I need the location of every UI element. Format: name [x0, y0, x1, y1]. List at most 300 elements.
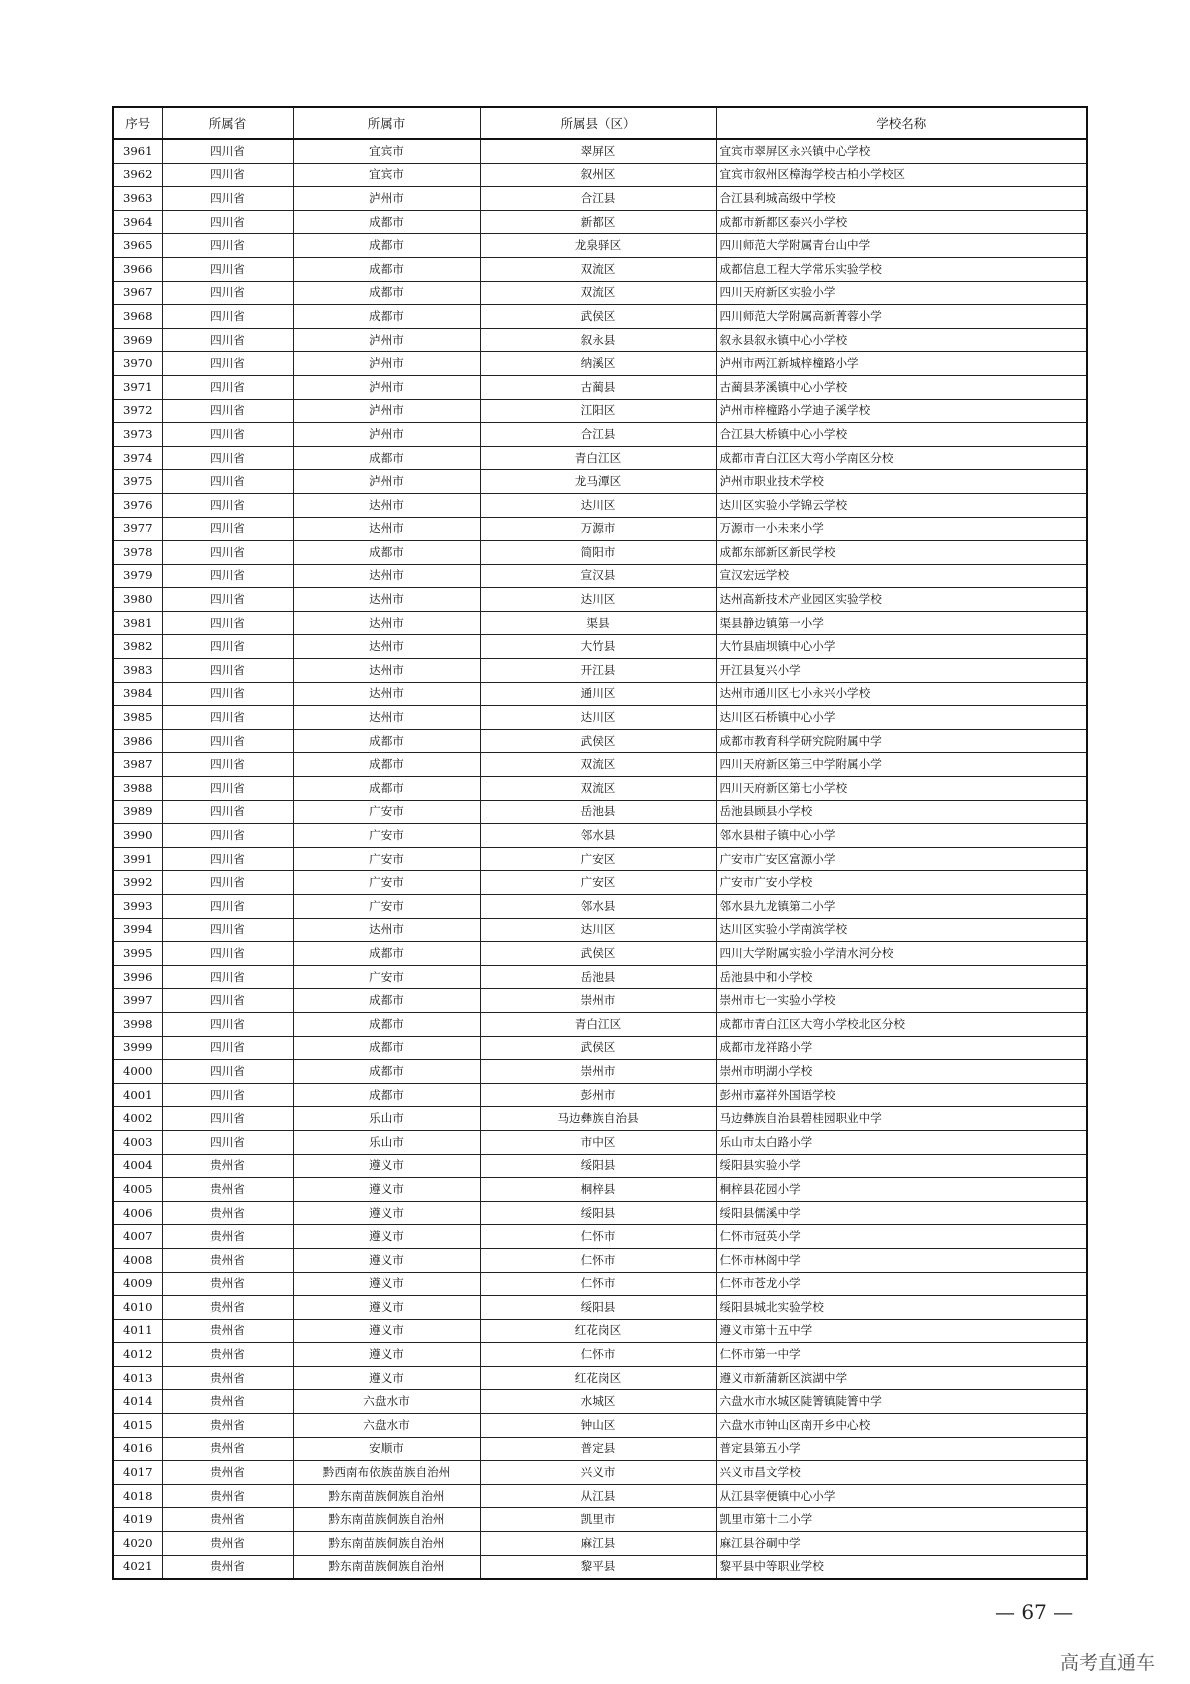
cell-province: 四川省 [162, 423, 293, 447]
cell-city: 遵义市 [293, 1225, 480, 1249]
cell-county: 通川区 [480, 682, 716, 706]
cell-city: 泸州市 [293, 375, 480, 399]
cell-county: 开江县 [480, 659, 716, 683]
cell-city: 达州市 [293, 635, 480, 659]
cell-index: 3999 [113, 1036, 162, 1060]
cell-index: 4012 [113, 1343, 162, 1367]
cell-index: 4001 [113, 1083, 162, 1107]
table-row [113, 1272, 1087, 1296]
cell-province: 四川省 [162, 139, 293, 163]
cell-county: 仁怀市 [480, 1272, 716, 1296]
cell-province: 贵州省 [162, 1555, 293, 1579]
cell-county: 古蔺县 [480, 375, 716, 399]
cell-province: 贵州省 [162, 1414, 293, 1438]
cell-school-name: 广安市广安区富源小学 [716, 847, 1087, 871]
table-row [113, 423, 1087, 447]
table-row [113, 611, 1087, 635]
cell-county: 纳溪区 [480, 352, 716, 376]
table-row [113, 1484, 1087, 1508]
cell-province: 贵州省 [162, 1508, 293, 1532]
cell-index: 4008 [113, 1248, 162, 1272]
cell-city: 泸州市 [293, 187, 480, 211]
cell-city: 泸州市 [293, 399, 480, 423]
header-province: 所属省 [162, 107, 293, 139]
cell-city: 达州市 [293, 682, 480, 706]
cell-province: 四川省 [162, 1107, 293, 1131]
cell-school-name: 四川天府新区第七小学校 [716, 777, 1087, 801]
cell-province: 四川省 [162, 1012, 293, 1036]
cell-county: 崇州市 [480, 989, 716, 1013]
cell-school-name: 马边彝族自治县碧桂园职业中学 [716, 1107, 1087, 1131]
cell-index: 3969 [113, 328, 162, 352]
cell-city: 广安市 [293, 871, 480, 895]
cell-school-name: 崇州市七一实验小学校 [716, 989, 1087, 1013]
cell-index: 3995 [113, 942, 162, 966]
cell-school-name: 成都市教育科学研究院附属中学 [716, 729, 1087, 753]
table-row [113, 682, 1087, 706]
cell-school-name: 泸州市两江新城梓橦路小学 [716, 352, 1087, 376]
cell-county: 水城区 [480, 1390, 716, 1414]
cell-province: 贵州省 [162, 1296, 293, 1320]
cell-school-name: 达川区实验小学锦云学校 [716, 493, 1087, 517]
cell-school-name: 成都市青白江区大弯小学校北区分校 [716, 1012, 1087, 1036]
cell-province: 四川省 [162, 281, 293, 305]
cell-province: 四川省 [162, 942, 293, 966]
cell-school-name: 绥阳县实验小学 [716, 1154, 1087, 1178]
cell-city: 黔东南苗族侗族自治州 [293, 1484, 480, 1508]
table-row [113, 541, 1087, 565]
cell-index: 3982 [113, 635, 162, 659]
cell-school-name: 四川天府新区第三中学附属小学 [716, 753, 1087, 777]
cell-school-name: 岳池县顾县小学校 [716, 800, 1087, 824]
cell-index: 4002 [113, 1107, 162, 1131]
cell-index: 3972 [113, 399, 162, 423]
cell-province: 贵州省 [162, 1461, 293, 1485]
cell-index: 3980 [113, 588, 162, 612]
cell-index: 4014 [113, 1390, 162, 1414]
cell-school-name: 宜宾市叙州区樟海学校古柏小学校区 [716, 163, 1087, 187]
table-row [113, 1154, 1087, 1178]
cell-city: 遵义市 [293, 1178, 480, 1202]
cell-county: 叙州区 [480, 163, 716, 187]
table-row [113, 352, 1087, 376]
cell-school-name: 达州市通川区七小永兴小学校 [716, 682, 1087, 706]
cell-school-name: 彭州市嘉祥外国语学校 [716, 1083, 1087, 1107]
cell-index: 4021 [113, 1555, 162, 1579]
cell-province: 四川省 [162, 824, 293, 848]
cell-school-name: 仁怀市第一中学 [716, 1343, 1087, 1367]
cell-county: 仁怀市 [480, 1248, 716, 1272]
cell-school-name: 四川师范大学附属青台山中学 [716, 234, 1087, 258]
cell-county: 邻水县 [480, 824, 716, 848]
cell-city: 成都市 [293, 753, 480, 777]
table-row [113, 729, 1087, 753]
cell-province: 四川省 [162, 729, 293, 753]
cell-county: 达川区 [480, 493, 716, 517]
table-row [113, 918, 1087, 942]
cell-county: 邻水县 [480, 895, 716, 919]
cell-county: 渠县 [480, 611, 716, 635]
cell-province: 四川省 [162, 305, 293, 329]
table-row [113, 187, 1087, 211]
cell-province: 贵州省 [162, 1201, 293, 1225]
cell-county: 麻江县 [480, 1532, 716, 1556]
cell-index: 3964 [113, 210, 162, 234]
table-row [113, 824, 1087, 848]
school-list-table-container [112, 106, 1086, 1580]
cell-province: 四川省 [162, 1130, 293, 1154]
cell-city: 黔东南苗族侗族自治州 [293, 1555, 480, 1579]
cell-school-name: 四川大学附属实验小学清水河分校 [716, 942, 1087, 966]
cell-county: 红花岗区 [480, 1319, 716, 1343]
cell-city: 广安市 [293, 847, 480, 871]
table-row [113, 1366, 1087, 1390]
cell-city: 达州市 [293, 588, 480, 612]
table-row [113, 1414, 1087, 1438]
header-county: 所属县（区） [480, 107, 716, 139]
cell-city: 达州市 [293, 918, 480, 942]
cell-city: 广安市 [293, 800, 480, 824]
table-row [113, 328, 1087, 352]
cell-county: 武侯区 [480, 729, 716, 753]
cell-county: 翠屏区 [480, 139, 716, 163]
table-row [113, 989, 1087, 1013]
cell-county: 广安区 [480, 847, 716, 871]
table-row [113, 446, 1087, 470]
table-header-row [113, 107, 1087, 139]
cell-county: 仁怀市 [480, 1225, 716, 1249]
cell-county: 岳池县 [480, 965, 716, 989]
cell-province: 四川省 [162, 163, 293, 187]
cell-province: 四川省 [162, 895, 293, 919]
cell-city: 遵义市 [293, 1201, 480, 1225]
table-row [113, 1343, 1087, 1367]
cell-county: 青白江区 [480, 1012, 716, 1036]
cell-city: 六盘水市 [293, 1414, 480, 1438]
cell-county: 彭州市 [480, 1083, 716, 1107]
cell-school-name: 凯里市第十二小学 [716, 1508, 1087, 1532]
header-school-name: 学校名称 [716, 107, 1087, 139]
cell-county: 绥阳县 [480, 1154, 716, 1178]
cell-school-name: 叙永县叙永镇中心小学校 [716, 328, 1087, 352]
cell-province: 四川省 [162, 847, 293, 871]
table-row [113, 1107, 1087, 1131]
cell-city: 成都市 [293, 1083, 480, 1107]
cell-index: 4018 [113, 1484, 162, 1508]
cell-index: 4017 [113, 1461, 162, 1485]
cell-index: 3987 [113, 753, 162, 777]
cell-school-name: 成都市青白江区大弯小学南区分校 [716, 446, 1087, 470]
cell-province: 四川省 [162, 635, 293, 659]
cell-province: 四川省 [162, 1036, 293, 1060]
cell-city: 遵义市 [293, 1154, 480, 1178]
cell-school-name: 邻水县九龙镇第二小学 [716, 895, 1087, 919]
cell-index: 3986 [113, 729, 162, 753]
cell-county: 叙永县 [480, 328, 716, 352]
table-row [113, 1508, 1087, 1532]
table-row [113, 1201, 1087, 1225]
table-row [113, 1225, 1087, 1249]
cell-school-name: 从江县宰便镇中心小学 [716, 1484, 1087, 1508]
cell-index: 3993 [113, 895, 162, 919]
cell-county: 市中区 [480, 1130, 716, 1154]
cell-city: 广安市 [293, 965, 480, 989]
cell-province: 四川省 [162, 1083, 293, 1107]
cell-city: 遵义市 [293, 1296, 480, 1320]
table-row [113, 871, 1087, 895]
cell-county: 合江县 [480, 423, 716, 447]
table-row [113, 1296, 1087, 1320]
cell-county: 达川区 [480, 918, 716, 942]
cell-index: 3984 [113, 682, 162, 706]
cell-county: 兴义市 [480, 1461, 716, 1485]
table-row [113, 777, 1087, 801]
cell-school-name: 仁怀市林阁中学 [716, 1248, 1087, 1272]
cell-province: 四川省 [162, 234, 293, 258]
cell-school-name: 桐梓县花园小学 [716, 1178, 1087, 1202]
cell-city: 成都市 [293, 942, 480, 966]
cell-index: 4003 [113, 1130, 162, 1154]
cell-school-name: 兴义市昌文学校 [716, 1461, 1087, 1485]
cell-city: 广安市 [293, 824, 480, 848]
cell-school-name: 泸州市梓橦路小学迪子溪学校 [716, 399, 1087, 423]
cell-county: 宣汉县 [480, 564, 716, 588]
cell-province: 四川省 [162, 611, 293, 635]
cell-index: 3979 [113, 564, 162, 588]
cell-school-name: 乐山市太白路小学 [716, 1130, 1087, 1154]
cell-index: 3985 [113, 706, 162, 730]
cell-county: 双流区 [480, 281, 716, 305]
cell-index: 3970 [113, 352, 162, 376]
cell-school-name: 宣汉宏远学校 [716, 564, 1087, 588]
cell-city: 广安市 [293, 895, 480, 919]
cell-county: 仁怀市 [480, 1343, 716, 1367]
cell-province: 四川省 [162, 493, 293, 517]
cell-province: 四川省 [162, 328, 293, 352]
cell-county: 万源市 [480, 517, 716, 541]
cell-city: 遵义市 [293, 1343, 480, 1367]
cell-school-name: 成都东部新区新民学校 [716, 541, 1087, 565]
cell-province: 四川省 [162, 210, 293, 234]
cell-school-name: 达川区实验小学南滨学校 [716, 918, 1087, 942]
cell-province: 四川省 [162, 871, 293, 895]
cell-index: 3994 [113, 918, 162, 942]
cell-county: 普定县 [480, 1437, 716, 1461]
cell-index: 3981 [113, 611, 162, 635]
cell-county: 凯里市 [480, 1508, 716, 1532]
cell-city: 达州市 [293, 564, 480, 588]
cell-province: 四川省 [162, 588, 293, 612]
cell-school-name: 合江县大桥镇中心小学校 [716, 423, 1087, 447]
cell-school-name: 大竹县庙坝镇中心小学 [716, 635, 1087, 659]
cell-index: 3976 [113, 493, 162, 517]
cell-province: 四川省 [162, 965, 293, 989]
cell-province: 四川省 [162, 989, 293, 1013]
cell-school-name: 广安市广安小学校 [716, 871, 1087, 895]
table-row [113, 139, 1087, 163]
cell-school-name: 遵义市新蒲新区滨湖中学 [716, 1366, 1087, 1390]
cell-index: 4005 [113, 1178, 162, 1202]
cell-county: 武侯区 [480, 942, 716, 966]
cell-index: 3971 [113, 375, 162, 399]
cell-index: 4009 [113, 1272, 162, 1296]
cell-school-name: 仁怀市冠英小学 [716, 1225, 1087, 1249]
cell-province: 四川省 [162, 682, 293, 706]
table-row [113, 1060, 1087, 1084]
cell-city: 泸州市 [293, 470, 480, 494]
cell-school-name: 万源市一小未来小学 [716, 517, 1087, 541]
cell-school-name: 普定县第五小学 [716, 1437, 1087, 1461]
cell-county: 钟山区 [480, 1414, 716, 1438]
cell-province: 贵州省 [162, 1154, 293, 1178]
cell-school-name: 黎平县中等职业学校 [716, 1555, 1087, 1579]
cell-school-name: 渠县静边镇第一小学 [716, 611, 1087, 635]
cell-index: 3998 [113, 1012, 162, 1036]
table-row [113, 234, 1087, 258]
cell-index: 3991 [113, 847, 162, 871]
cell-index: 3963 [113, 187, 162, 211]
cell-county: 大竹县 [480, 635, 716, 659]
cell-school-name: 宜宾市翠屏区永兴镇中心学校 [716, 139, 1087, 163]
cell-province: 四川省 [162, 706, 293, 730]
cell-county: 广安区 [480, 871, 716, 895]
cell-province: 四川省 [162, 352, 293, 376]
cell-county: 崇州市 [480, 1060, 716, 1084]
cell-city: 遵义市 [293, 1248, 480, 1272]
cell-school-name: 成都信息工程大学常乐实验学校 [716, 257, 1087, 281]
cell-index: 3973 [113, 423, 162, 447]
cell-city: 成都市 [293, 777, 480, 801]
cell-city: 黔东南苗族侗族自治州 [293, 1508, 480, 1532]
cell-city: 达州市 [293, 493, 480, 517]
cell-city: 成都市 [293, 729, 480, 753]
cell-school-name: 麻江县谷硐中学 [716, 1532, 1087, 1556]
cell-index: 3965 [113, 234, 162, 258]
cell-province: 贵州省 [162, 1178, 293, 1202]
cell-province: 四川省 [162, 187, 293, 211]
cell-province: 四川省 [162, 918, 293, 942]
cell-index: 4004 [113, 1154, 162, 1178]
cell-city: 达州市 [293, 517, 480, 541]
table-row [113, 493, 1087, 517]
cell-city: 黔东南苗族侗族自治州 [293, 1532, 480, 1556]
cell-province: 四川省 [162, 659, 293, 683]
cell-index: 3983 [113, 659, 162, 683]
page-number: — 67 — [995, 1600, 1074, 1624]
cell-city: 成都市 [293, 281, 480, 305]
cell-province: 四川省 [162, 541, 293, 565]
table-row [113, 1555, 1087, 1579]
cell-county: 江阳区 [480, 399, 716, 423]
cell-county: 岳池县 [480, 800, 716, 824]
cell-province: 四川省 [162, 777, 293, 801]
table-row [113, 517, 1087, 541]
cell-city: 黔西南布依族苗族自治州 [293, 1461, 480, 1485]
cell-city: 达州市 [293, 659, 480, 683]
cell-province: 四川省 [162, 375, 293, 399]
cell-city: 安顺市 [293, 1437, 480, 1461]
cell-school-name: 邻水县柑子镇中心小学 [716, 824, 1087, 848]
cell-city: 成都市 [293, 234, 480, 258]
table-row [113, 470, 1087, 494]
cell-index: 3968 [113, 305, 162, 329]
cell-province: 四川省 [162, 446, 293, 470]
cell-province: 贵州省 [162, 1532, 293, 1556]
header-city: 所属市 [293, 107, 480, 139]
cell-city: 成都市 [293, 1036, 480, 1060]
cell-school-name: 成都市龙祥路小学 [716, 1036, 1087, 1060]
cell-province: 四川省 [162, 800, 293, 824]
cell-index: 4016 [113, 1437, 162, 1461]
cell-city: 乐山市 [293, 1107, 480, 1131]
cell-province: 四川省 [162, 470, 293, 494]
cell-province: 贵州省 [162, 1343, 293, 1367]
cell-city: 成都市 [293, 305, 480, 329]
cell-index: 4010 [113, 1296, 162, 1320]
header-index: 序号 [113, 107, 162, 139]
table-row [113, 942, 1087, 966]
watermark-text: 高考直通车 [1060, 1652, 1156, 1674]
table-row [113, 635, 1087, 659]
cell-city: 达州市 [293, 611, 480, 635]
cell-school-name: 四川天府新区实验小学 [716, 281, 1087, 305]
cell-index: 3967 [113, 281, 162, 305]
table-row [113, 1319, 1087, 1343]
cell-school-name: 古蔺县茅溪镇中心小学校 [716, 375, 1087, 399]
cell-county: 双流区 [480, 257, 716, 281]
cell-city: 六盘水市 [293, 1390, 480, 1414]
cell-index: 4020 [113, 1532, 162, 1556]
cell-index: 4019 [113, 1508, 162, 1532]
cell-school-name: 合江县利城高级中学校 [716, 187, 1087, 211]
table-row [113, 706, 1087, 730]
cell-province: 贵州省 [162, 1366, 293, 1390]
cell-county: 龙泉驿区 [480, 234, 716, 258]
cell-city: 成都市 [293, 210, 480, 234]
table-row [113, 210, 1087, 234]
cell-province: 贵州省 [162, 1484, 293, 1508]
table-row [113, 1532, 1087, 1556]
cell-index: 3989 [113, 800, 162, 824]
table-row [113, 1461, 1087, 1485]
cell-province: 贵州省 [162, 1248, 293, 1272]
cell-county: 达川区 [480, 588, 716, 612]
cell-county: 达川区 [480, 706, 716, 730]
cell-county: 黎平县 [480, 1555, 716, 1579]
table-row [113, 895, 1087, 919]
cell-index: 3977 [113, 517, 162, 541]
cell-school-name: 岳池县中和小学校 [716, 965, 1087, 989]
cell-county: 马边彝族自治县 [480, 1107, 716, 1131]
table-row [113, 847, 1087, 871]
cell-county: 双流区 [480, 777, 716, 801]
cell-province: 四川省 [162, 1060, 293, 1084]
cell-index: 3992 [113, 871, 162, 895]
cell-city: 宜宾市 [293, 139, 480, 163]
cell-school-name: 达州高新技术产业园区实验学校 [716, 588, 1087, 612]
cell-index: 3961 [113, 139, 162, 163]
cell-index: 3990 [113, 824, 162, 848]
cell-city: 遵义市 [293, 1272, 480, 1296]
cell-index: 4007 [113, 1225, 162, 1249]
cell-index: 3974 [113, 446, 162, 470]
cell-province: 贵州省 [162, 1390, 293, 1414]
table-row [113, 1083, 1087, 1107]
table-row [113, 1390, 1087, 1414]
cell-city: 宜宾市 [293, 163, 480, 187]
cell-school-name: 成都市新都区泰兴小学校 [716, 210, 1087, 234]
cell-province: 四川省 [162, 753, 293, 777]
